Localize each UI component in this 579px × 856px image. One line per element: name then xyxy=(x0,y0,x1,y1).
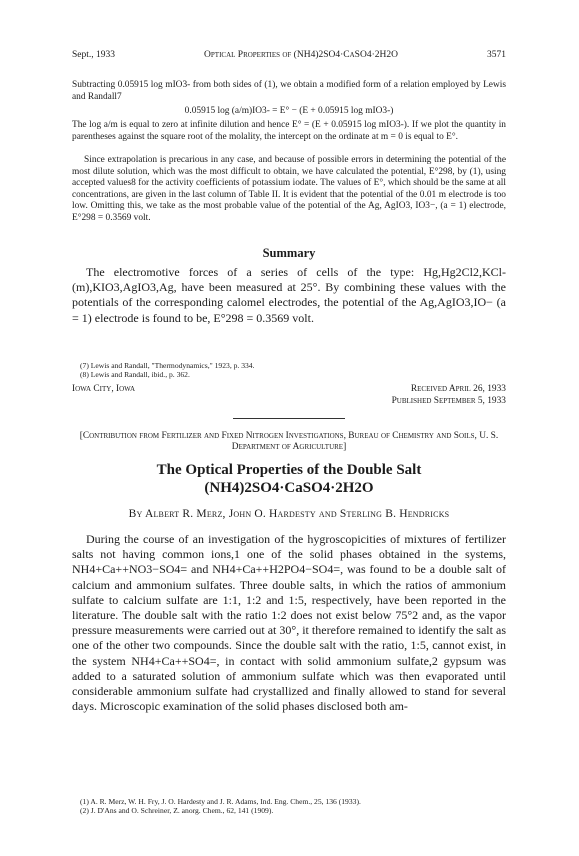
equation-1: 0.05915 log (a/m)IO3- = E° − (E + 0.05915 log mIO3-) xyxy=(184,106,394,116)
received-block xyxy=(72,384,506,408)
received-date: Received April 26, 1933 xyxy=(410,384,506,394)
footnote-2: (2) J. D'Ans and O. Schreiner, Z. anorg. Chem., 62, 141 (1909). xyxy=(80,806,274,816)
place: Iowa City, Iowa xyxy=(72,384,136,394)
contribution-note: [Contribution from Fertilizer and Fixed Nitrogen Investigations, Bureau of Chemistry and Soils, U. S. Department of Agriculture] xyxy=(79,431,499,453)
intro-line: Subtracting 0.05915 log mIO3- from both sides of (1), we obtain a modified form of a relation employed by Lewis and Randall7 xyxy=(72,80,506,102)
footnotes-top xyxy=(72,361,506,379)
intro-paragraph-1: The log a/m is equal to zero at infinite dilution and hence E° = (E + 0.05915 log mIO3-). If we plot the quantity in parentheses against the square root of the molality, the intercept on the ordinate at m = 0 is equal to E°. xyxy=(72,120,506,142)
title-line-1: The Optical Properties of the Double Salt xyxy=(156,462,422,478)
title-line-2: (NH4)2SO4·CaSO4·2H2O xyxy=(204,479,374,496)
summary-heading: Summary xyxy=(262,246,316,260)
authors: By Albert R. Merz, John O. Hardesty and Sterling B. Hendricks xyxy=(128,508,450,520)
article-title xyxy=(72,462,506,497)
header-date: Sept., 1933 xyxy=(72,50,116,60)
footnote-1: (1) A. R. Merz, W. H. Fry, J. O. Hardesty and J. R. Adams, Ind. Eng. Chem., 25, 136 (1933). xyxy=(80,797,361,806)
article-body: During the course of an investigation of the hygroscopicities of mixtures of fertilizer salts not having common ions,1 one of the solid phases obtained in the systems, NH4+Ca++NO3−SO4= and NH4+Ca++H2PO4−SO4=, was found to be a double salt of calcium and ammonium sulfates. Three double salts, in which the ratios of ammonium sulfate to calcium sulfate are 1:1, 1:2 and 1:5, respectively, have been reported in the literature. The double salt with the ratio 1:2 does not exist below 75°2 and, as the vapor pressure measurements were carried out at 30°, it therefore remained to identify the salt as one of the other two compounds. Since the double salt with the ratio, 1:5, cannot exist, in the system NH4+Ca++SO4=, in contact with solid ammonium sulfate,2 gypsum was added to a saturated solution of ammonium sulfate which was then evaporated until considerable ammonium sulfate had crystallized and finally allowed to stand for several days. Microscopic examination of the solid phases disclosed both am- xyxy=(72,532,506,714)
header-page-number: 3571 xyxy=(487,50,506,60)
running-head xyxy=(72,50,506,64)
footnote-8: (8) Lewis and Randall, ibid., p. 362. xyxy=(80,370,190,380)
summary-text: The electromotive forces of a series of cells of the type: Hg,Hg2Cl2,KCl-(m),KIO3,AgIO3,Ag, have been measured at 25°. By combining these values with the potentials of the corresponding calomel electrodes, the potential of the Ag,AgIO3,IO− (a = 1) electrode is found to be, E°298 = 0.3569 volt. xyxy=(72,265,506,325)
published-date: Published September 5, 1933 xyxy=(391,395,506,406)
received-dates xyxy=(392,384,506,407)
section-divider xyxy=(233,418,345,419)
footnote-7: (7) Lewis and Randall, "Thermodynamics," 1923, p. 334. xyxy=(80,361,255,370)
footnotes-bottom xyxy=(72,797,506,815)
header-title: Optical Properties of (NH4)2SO4·CaSO4·2H2O xyxy=(204,50,398,60)
intro-paragraph-2: Since extrapolation is precarious in any case, and because of possible errors in determining the potential of the most dilute solution, which was the most difficult to obtain, we have calculated the potential, E°298, by (1), using accepted values8 for the activity coefficients of potassium iodate. The values of E°, which should be the same at all concentrations, are given in the last column of Table II. It is evident that the potential of the 0.01 m electrode is too low. Omitting this, we take as the most probable value of the potential of the Ag, AgIO3, IO3−, (a = 1) electrode, E°298 = 0.3569 volt. xyxy=(72,155,506,223)
